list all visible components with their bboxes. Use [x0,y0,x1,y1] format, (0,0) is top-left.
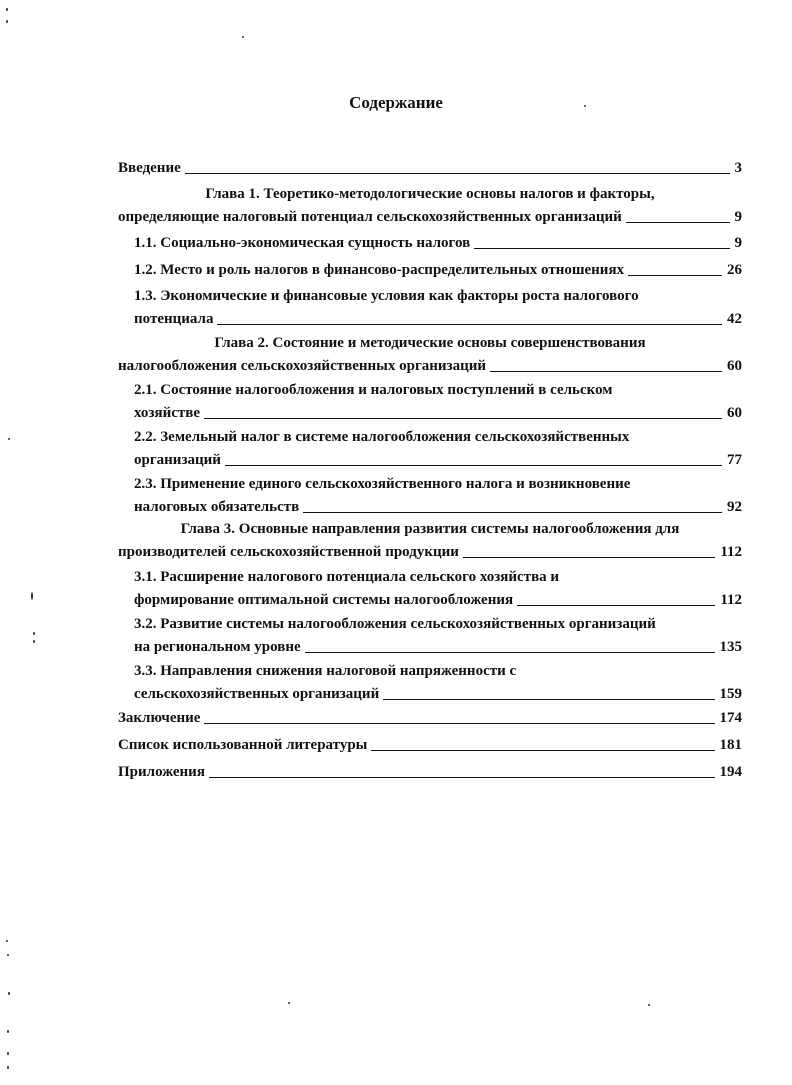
toc-entry-title-line1: Глава 2. Состояние и методические основы совершенствования [214,335,646,351]
toc-entry-page: 159 [719,686,742,702]
scan-speck [648,1004,650,1006]
leader-line [628,275,722,276]
toc-entry-title-line2: определяющие налоговый потенциал сельскохозяйственных организаций [118,209,622,225]
toc-entry-section-3-1[interactable] [134,568,742,610]
leader-line [626,222,730,223]
toc-entry-title: Список использованной литературы [118,737,368,753]
toc-entry-title-line1: 3.1. Расширение налогового потенциала сельского хозяйства и [134,569,560,585]
scan-speck [7,1066,9,1069]
scan-speck [8,992,10,995]
scan-speck [7,954,9,956]
toc-entry-introduction[interactable] [118,158,742,178]
toc-entry-page: 26 [727,262,742,278]
toc-entry-title-line1: 2.2. Земельный налог в системе налогообложения сельскохозяйственных [134,429,630,445]
toc-entry-title-line2: потенциала [134,311,214,327]
scan-speck [8,438,10,440]
toc-entry-page: 42 [727,311,742,327]
toc-entry-title-line1: 3.2. Развитие системы налогообложения сельскохозяйственных организаций [134,616,656,632]
toc-entry-page: 60 [727,358,742,374]
toc-entry-title: 1.1. Социально-экономическая сущность налогов [134,235,471,251]
toc-entry-section-1-1[interactable] [134,233,742,253]
toc-entry-section-1-2[interactable] [134,260,742,280]
leader-line [204,418,722,419]
leader-line [463,557,715,558]
toc-entry-page: 112 [720,544,742,560]
scan-speck [288,1002,290,1004]
toc-entry-page: 194 [719,764,742,780]
toc-entry-page: 181 [719,737,742,753]
toc-entry-section-3-3[interactable] [134,662,742,704]
toc-entry-title-line1: 2.1. Состояние налогообложения и налоговых поступлений в сельском [134,382,613,398]
scan-speck [6,940,8,942]
toc-entry-chapter-1[interactable] [118,185,742,227]
toc-entry-section-1-3[interactable] [134,287,742,329]
toc-entry-title-line2: сельскохозяйственных организаций [134,686,380,702]
toc-entry-conclusion[interactable] [118,708,742,728]
leader-line [204,723,714,724]
toc-entry-section-3-2[interactable] [134,615,742,657]
toc-entry-title-line1: 2.3. Применение единого сельскохозяйственного налога и возникновение [134,476,631,492]
toc-entry-title-line2: хозяйстве [134,405,200,421]
toc-entry-title-line1: Глава 1. Теоретико-методологические основы налогов и факторы, [205,186,655,202]
toc-entry-page: 3 [734,160,742,176]
scan-speck [584,105,586,107]
scan-speck [31,592,33,600]
toc-entry-title-line2: производителей сельскохозяйственной продукции [118,544,459,560]
toc-entry-page: 92 [727,499,742,515]
toc-entry-title-line1: Глава 3. Основные направления развития системы налогообложения для [180,521,680,537]
toc-entry-title-line1: 3.3. Направления снижения налоговой напряженности с [134,663,517,679]
leader-line [490,371,722,372]
toc-entry-title: Приложения [118,764,205,780]
leader-line [185,173,730,174]
scan-speck [242,36,244,38]
toc-entry-page: 9 [734,235,742,251]
scan-speck [7,1052,9,1055]
toc-entry-title: Заключение [118,710,201,726]
toc-entry-title-line2: налоговых обязательств [134,499,300,515]
leader-line [217,324,722,325]
toc-entry-section-2-2[interactable] [134,428,742,470]
toc-entry-page: 174 [719,710,742,726]
leader-line [517,605,715,606]
toc-entry-page: 135 [719,639,742,655]
leader-line [371,750,714,751]
leader-line [305,652,715,653]
leader-line [474,248,729,249]
page-title: Содержание [349,93,443,112]
toc-entry-title: 1.2. Место и роль налогов в финансово-распределительных отношениях [134,262,625,278]
toc-entry-chapter-3[interactable] [118,520,742,562]
leader-line [209,777,715,778]
scan-speck [7,1030,9,1033]
toc-entry-title-line2: формирование оптимальной системы налогообложения [134,592,514,608]
toc-entry-bibliography[interactable] [118,735,742,755]
toc-entry-title-line1: 1.3. Экономические и финансовые условия как факторы роста налогового [134,288,639,304]
toc-entry-chapter-2[interactable] [118,334,742,376]
toc-entry-page: 9 [734,209,742,225]
toc-entry-title-line2: на региональном уровне [134,639,301,655]
toc-entry-page: 77 [727,452,742,468]
toc-entry-section-2-3[interactable] [134,475,742,517]
leader-line [383,699,714,700]
leader-line [303,512,722,513]
toc-entry-section-2-1[interactable] [134,381,742,423]
leader-line [225,465,722,466]
scan-speck [6,20,8,23]
toc-entry-appendices[interactable] [118,762,742,782]
scan-speck [33,640,35,643]
toc-entry-title: Введение [118,160,181,176]
scan-speck [6,8,8,11]
toc-entry-page: 112 [720,592,742,608]
scan-speck [33,632,35,635]
toc-entry-title-line2: налогообложения сельскохозяйственных организаций [118,358,486,374]
toc-entry-page: 60 [727,405,742,421]
toc-entry-title-line2: организаций [134,452,221,468]
